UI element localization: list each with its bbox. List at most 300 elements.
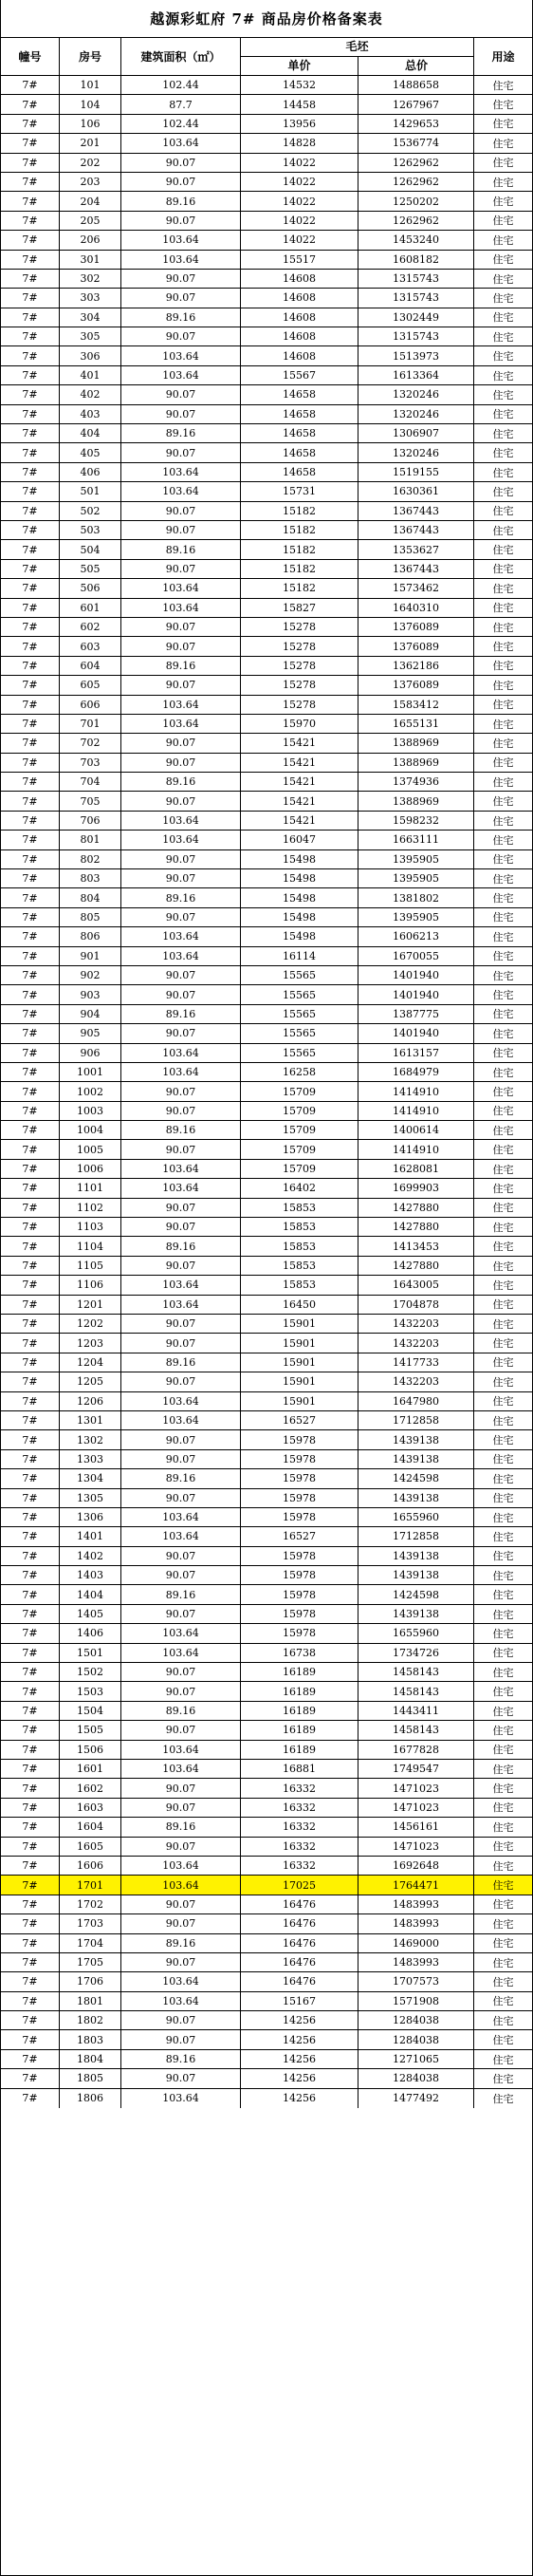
cell-total-price: 1376089 [358, 618, 474, 636]
cell-area: 90.07 [121, 1489, 241, 1507]
cell-building: 7# [1, 2011, 60, 2029]
cell-room: 1105 [60, 1257, 121, 1275]
table-row [1, 560, 532, 579]
cell-usage: 住宅 [492, 1182, 514, 1195]
cell-room: 1601 [60, 1760, 121, 1778]
cell-usage: 住宅 [492, 524, 514, 537]
cell-room: 1602 [60, 1779, 121, 1797]
cell-unit-price: 15278 [241, 618, 358, 636]
cell-unit-price: 15567 [241, 366, 358, 384]
table-row [1, 1760, 532, 1779]
cell-building: 7# [1, 2069, 60, 2087]
cell-usage: 住宅 [492, 1898, 514, 1912]
cell-room: 404 [60, 424, 121, 442]
table-row [1, 1702, 532, 1721]
header-group-rough [241, 38, 474, 75]
cell-total-price: 1483993 [358, 1914, 474, 1932]
cell-area: 90.07 [121, 502, 241, 520]
cell-room: 1202 [60, 1315, 121, 1333]
header-usage: 用途 [491, 50, 515, 64]
cell-room: 606 [60, 696, 121, 714]
cell-room: 602 [60, 618, 121, 636]
cell-building: 7# [1, 1857, 60, 1875]
cell-building: 7# [1, 2050, 60, 2068]
cell-room: 506 [60, 579, 121, 597]
cell-total-price: 1471023 [358, 1799, 474, 1817]
table-row [1, 521, 532, 540]
cell-room: 1505 [60, 1721, 121, 1739]
cell-usage: 住宅 [492, 1298, 514, 1312]
cell-room: 1301 [60, 1411, 121, 1429]
cell-total-price: 1613364 [358, 366, 474, 384]
header-area: 建筑面积（㎡） [121, 38, 241, 75]
table-row [1, 2011, 532, 2030]
cell-area: 90.07 [121, 1430, 241, 1448]
cell-building: 7# [1, 1334, 60, 1352]
table-row [1, 1895, 532, 1914]
cell-building: 7# [1, 754, 60, 772]
cell-area: 90.07 [121, 1257, 241, 1275]
table-row [1, 1411, 532, 1430]
cell-room: 1103 [60, 1218, 121, 1236]
cell-total-price: 1388969 [358, 754, 474, 772]
table-row [1, 985, 532, 1004]
cell-usage: 住宅 [492, 1879, 514, 1893]
cell-total-price: 1284038 [358, 2011, 474, 2029]
cell-area: 90.07 [121, 908, 241, 926]
cell-usage: 住宅 [492, 1859, 514, 1873]
cell-room: 601 [60, 599, 121, 617]
cell-usage: 住宅 [492, 833, 514, 847]
cell-room: 1206 [60, 1392, 121, 1410]
cell-building: 7# [1, 618, 60, 636]
cell-total-price: 1267967 [358, 95, 474, 113]
cell-room: 304 [60, 308, 121, 327]
cell-building: 7# [1, 1818, 60, 1836]
cell-room: 1405 [60, 1605, 121, 1623]
cell-building: 7# [1, 888, 60, 906]
cell-room: 1506 [60, 1741, 121, 1759]
cell-building: 7# [1, 1005, 60, 1023]
cell-unit-price: 14608 [241, 270, 358, 288]
cell-building: 7# [1, 1953, 60, 1971]
table-row [1, 502, 532, 521]
cell-usage: 住宅 [492, 1492, 514, 1505]
table-row [1, 850, 532, 869]
cell-total-price: 1417733 [358, 1353, 474, 1372]
cell-area: 90.07 [121, 1663, 241, 1681]
cell-usage: 住宅 [492, 1124, 514, 1137]
cell-total-price: 1395905 [358, 850, 474, 868]
cell-usage: 住宅 [492, 253, 514, 267]
cell-room: 1401 [60, 1527, 121, 1545]
cell-total-price: 1749547 [358, 1760, 474, 1778]
table-row [1, 173, 532, 192]
cell-usage: 住宅 [492, 157, 514, 170]
cell-total-price: 1608182 [358, 251, 474, 269]
table-row [1, 231, 532, 250]
cell-building: 7# [1, 696, 60, 714]
cell-room: 1106 [60, 1276, 121, 1294]
cell-usage: 住宅 [492, 466, 514, 479]
cell-unit-price: 16476 [241, 1914, 358, 1932]
cell-usage: 住宅 [492, 1202, 514, 1215]
cell-usage: 住宅 [492, 291, 514, 305]
cell-usage: 住宅 [492, 1511, 514, 1524]
cell-usage: 住宅 [492, 350, 514, 364]
cell-room: 1501 [60, 1644, 121, 1662]
cell-unit-price: 15182 [241, 579, 358, 597]
cell-room: 1003 [60, 1102, 121, 1120]
cell-unit-price: 16476 [241, 1972, 358, 1990]
cell-unit-price: 15901 [241, 1353, 358, 1372]
cell-total-price: 1432203 [358, 1372, 474, 1391]
table-row [1, 1005, 532, 1024]
cell-building: 7# [1, 947, 60, 965]
cell-building: 7# [1, 579, 60, 597]
cell-usage: 住宅 [492, 1724, 514, 1737]
cell-building: 7# [1, 985, 60, 1003]
cell-total-price: 1387775 [358, 1005, 474, 1023]
cell-usage: 住宅 [492, 2072, 514, 2085]
cell-building: 7# [1, 560, 60, 578]
cell-building: 7# [1, 154, 60, 172]
table-row [1, 1585, 532, 1604]
cell-room: 903 [60, 985, 121, 1003]
cell-total-price: 1381802 [358, 888, 474, 906]
cell-room: 1001 [60, 1063, 121, 1081]
cell-building: 7# [1, 1296, 60, 1314]
cell-area: 103.64 [121, 134, 241, 152]
cell-usage: 住宅 [492, 582, 514, 595]
cell-room: 104 [60, 95, 121, 113]
cell-room: 205 [60, 212, 121, 230]
cell-unit-price: 15978 [241, 1605, 358, 1623]
header-building: 幢号 [1, 38, 60, 75]
cell-total-price: 1712858 [358, 1411, 474, 1429]
table-row [1, 482, 532, 501]
cell-room: 206 [60, 231, 121, 249]
cell-usage: 住宅 [492, 660, 514, 673]
cell-building: 7# [1, 1547, 60, 1565]
cell-room: 302 [60, 270, 121, 288]
cell-unit-price: 15978 [241, 1624, 358, 1642]
table-row [1, 1044, 532, 1063]
table-row [1, 76, 532, 95]
cell-room: 1806 [60, 2089, 121, 2108]
cell-usage: 住宅 [492, 1840, 514, 1854]
cell-area: 103.64 [121, 2089, 241, 2108]
table-row [1, 251, 532, 270]
cell-area: 103.64 [121, 1972, 241, 1990]
cell-total-price: 1320246 [358, 405, 474, 423]
table-row [1, 908, 532, 927]
cell-total-price: 1401940 [358, 985, 474, 1003]
cell-room: 1801 [60, 1992, 121, 2010]
table-row [1, 115, 532, 134]
cell-total-price: 1284038 [358, 2069, 474, 2087]
cell-building: 7# [1, 463, 60, 481]
cell-unit-price: 14458 [241, 95, 358, 113]
cell-total-price: 1320246 [358, 443, 474, 461]
cell-room: 101 [60, 76, 121, 94]
cell-building: 7# [1, 327, 60, 345]
cell-total-price: 1712858 [358, 1527, 474, 1545]
cell-area: 102.44 [121, 115, 241, 133]
table-row [1, 327, 532, 346]
cell-total-price: 1367443 [358, 502, 474, 520]
table-row [1, 1799, 532, 1818]
cell-area: 89.16 [121, 2050, 241, 2068]
cell-area: 90.07 [121, 1799, 241, 1817]
table-row [1, 1489, 532, 1508]
cell-unit-price: 14658 [241, 443, 358, 461]
cell-area: 90.07 [121, 966, 241, 984]
cell-usage: 住宅 [492, 137, 514, 150]
cell-total-price: 1315743 [358, 270, 474, 288]
cell-total-price: 1573462 [358, 579, 474, 597]
cell-usage: 住宅 [492, 544, 514, 557]
cell-room: 904 [60, 1005, 121, 1023]
cell-usage: 住宅 [492, 1783, 514, 1796]
cell-usage: 住宅 [492, 563, 514, 576]
cell-area: 89.16 [121, 1585, 241, 1603]
cell-room: 301 [60, 251, 121, 269]
table-row [1, 1372, 532, 1391]
cell-total-price: 1483993 [358, 1953, 474, 1971]
cell-unit-price: 15498 [241, 869, 358, 887]
cell-total-price: 1483993 [358, 1895, 474, 1913]
cell-building: 7# [1, 1972, 60, 1990]
cell-room: 1805 [60, 2069, 121, 2087]
cell-unit-price: 13956 [241, 115, 358, 133]
table-row [1, 1353, 532, 1372]
cell-area: 90.07 [121, 1024, 241, 1042]
table-row [1, 540, 532, 559]
cell-unit-price: 15978 [241, 1547, 358, 1565]
cell-usage: 住宅 [492, 427, 514, 440]
cell-usage: 住宅 [492, 853, 514, 867]
cell-area: 103.64 [121, 366, 241, 384]
cell-unit-price: 16332 [241, 1779, 358, 1797]
cell-total-price: 1432203 [358, 1315, 474, 1333]
cell-unit-price: 15498 [241, 908, 358, 926]
cell-room: 906 [60, 1044, 121, 1062]
table-row [1, 1430, 532, 1449]
cell-room: 1204 [60, 1353, 121, 1372]
cell-area: 89.16 [121, 1469, 241, 1487]
table-row [1, 1024, 532, 1043]
cell-total-price: 1374936 [358, 773, 474, 791]
cell-building: 7# [1, 1838, 60, 1856]
cell-total-price: 1458143 [358, 1663, 474, 1681]
cell-room: 1603 [60, 1799, 121, 1817]
header-group-label: 毛坯 [241, 38, 473, 57]
cell-usage: 住宅 [492, 1337, 514, 1351]
table-row [1, 95, 532, 114]
cell-usage: 住宅 [492, 989, 514, 1002]
table-row [1, 676, 532, 695]
cell-area: 103.64 [121, 1992, 241, 2010]
cell-usage: 住宅 [492, 1241, 514, 1254]
cell-area: 90.07 [121, 2011, 241, 2029]
cell-usage: 住宅 [492, 485, 514, 498]
cell-total-price: 1707573 [358, 1972, 474, 1990]
cell-building: 7# [1, 1044, 60, 1062]
cell-total-price: 1395905 [358, 869, 474, 887]
table-row [1, 2089, 532, 2108]
cell-area: 90.07 [121, 1721, 241, 1739]
table-row [1, 1160, 532, 1179]
cell-usage: 住宅 [492, 447, 514, 460]
cell-total-price: 1414910 [358, 1082, 474, 1100]
table-row [1, 1741, 532, 1760]
cell-unit-price: 14256 [241, 2089, 358, 2108]
cell-room: 803 [60, 869, 121, 887]
cell-unit-price: 16114 [241, 947, 358, 965]
cell-total-price: 1262962 [358, 173, 474, 191]
table-row [1, 463, 532, 482]
cell-total-price: 1443411 [358, 1702, 474, 1720]
table-row [1, 2030, 532, 2049]
table-row [1, 1392, 532, 1411]
cell-unit-price: 14608 [241, 346, 358, 364]
cell-room: 306 [60, 346, 121, 364]
cell-usage: 住宅 [492, 1917, 514, 1931]
cell-total-price: 1699903 [358, 1179, 474, 1197]
cell-unit-price: 15182 [241, 502, 358, 520]
cell-room: 1201 [60, 1296, 121, 1314]
cell-usage: 住宅 [492, 1744, 514, 1757]
cell-unit-price: 16332 [241, 1838, 358, 1856]
cell-building: 7# [1, 1895, 60, 1913]
cell-room: 1606 [60, 1857, 121, 1875]
cell-building: 7# [1, 1430, 60, 1448]
cell-unit-price: 15517 [241, 251, 358, 269]
cell-area: 89.16 [121, 1005, 241, 1023]
cell-total-price: 1606213 [358, 927, 474, 945]
cell-area: 103.64 [121, 1760, 241, 1778]
cell-total-price: 1414910 [358, 1102, 474, 1120]
cell-building: 7# [1, 251, 60, 269]
cell-building: 7# [1, 1702, 60, 1720]
cell-unit-price: 15421 [241, 773, 358, 791]
cell-usage: 住宅 [492, 1260, 514, 1273]
cell-total-price: 1453240 [358, 231, 474, 249]
cell-unit-price: 16332 [241, 1799, 358, 1817]
cell-unit-price: 15565 [241, 1024, 358, 1042]
cell-area: 90.07 [121, 1547, 241, 1565]
cell-total-price: 1628081 [358, 1160, 474, 1178]
cell-room: 805 [60, 908, 121, 926]
cell-total-price: 1306907 [358, 424, 474, 442]
cell-usage: 住宅 [492, 176, 514, 189]
cell-room: 1702 [60, 1895, 121, 1913]
cell-building: 7# [1, 540, 60, 558]
cell-building: 7# [1, 1721, 60, 1739]
cell-room: 806 [60, 927, 121, 945]
cell-usage: 住宅 [492, 930, 514, 943]
table-row [1, 1527, 532, 1546]
cell-area: 103.64 [121, 1644, 241, 1662]
cell-usage: 住宅 [492, 1686, 514, 1699]
cell-unit-price: 16527 [241, 1411, 358, 1429]
cell-unit-price: 15978 [241, 1508, 358, 1526]
table-row [1, 134, 532, 153]
cell-total-price: 1655960 [358, 1624, 474, 1642]
cell-usage: 住宅 [492, 118, 514, 131]
cell-area: 103.64 [121, 599, 241, 617]
cell-unit-price: 15182 [241, 560, 358, 578]
cell-usage: 住宅 [492, 388, 514, 401]
cell-room: 801 [60, 831, 121, 849]
cell-unit-price: 14256 [241, 2011, 358, 2029]
cell-total-price: 1367443 [358, 560, 474, 578]
table-row [1, 1934, 532, 1953]
cell-total-price: 1376089 [358, 637, 474, 655]
cell-total-price: 1427880 [358, 1257, 474, 1275]
cell-building: 7# [1, 2089, 60, 2108]
header-total-price: 总价 [404, 59, 428, 72]
cell-usage: 住宅 [492, 1317, 514, 1331]
cell-room: 1305 [60, 1489, 121, 1507]
cell-area: 103.64 [121, 482, 241, 500]
cell-unit-price: 15421 [241, 792, 358, 810]
table-row [1, 1721, 532, 1740]
cell-room: 703 [60, 754, 121, 772]
cell-area: 90.07 [121, 1140, 241, 1158]
cell-building: 7# [1, 1102, 60, 1120]
table-row [1, 1972, 532, 1991]
cell-unit-price: 14022 [241, 154, 358, 172]
cell-usage: 住宅 [492, 1550, 514, 1563]
cell-total-price: 1353627 [358, 540, 474, 558]
table-row [1, 270, 532, 289]
cell-unit-price: 14608 [241, 308, 358, 327]
cell-unit-price: 15565 [241, 966, 358, 984]
cell-total-price: 1536774 [358, 134, 474, 152]
cell-unit-price: 14658 [241, 424, 358, 442]
cell-total-price: 1250202 [358, 192, 474, 210]
table-row [1, 792, 532, 811]
cell-area: 90.07 [121, 443, 241, 461]
cell-room: 1002 [60, 1082, 121, 1100]
table-row [1, 1102, 532, 1121]
cell-area: 89.16 [121, 1121, 241, 1139]
cell-usage: 住宅 [492, 1086, 514, 1098]
cell-unit-price: 15182 [241, 540, 358, 558]
table-row [1, 888, 532, 907]
cell-room: 902 [60, 966, 121, 984]
cell-unit-price: 17025 [241, 1876, 358, 1894]
table-row [1, 2069, 532, 2088]
cell-usage: 住宅 [492, 1647, 514, 1660]
cell-usage: 住宅 [492, 1937, 514, 1951]
cell-building: 7# [1, 1469, 60, 1487]
cell-room: 603 [60, 637, 121, 655]
cell-area: 90.07 [121, 1218, 241, 1236]
cell-usage: 住宅 [492, 950, 514, 963]
cell-area: 90.07 [121, 1082, 241, 1100]
cell-total-price: 1704878 [358, 1296, 474, 1314]
cell-room: 1402 [60, 1547, 121, 1565]
cell-area: 103.64 [121, 1276, 241, 1294]
cell-area: 90.07 [121, 1914, 241, 1932]
cell-total-price: 1439138 [358, 1430, 474, 1448]
table-row [1, 618, 532, 637]
cell-building: 7# [1, 270, 60, 288]
cell-usage: 住宅 [492, 215, 514, 228]
